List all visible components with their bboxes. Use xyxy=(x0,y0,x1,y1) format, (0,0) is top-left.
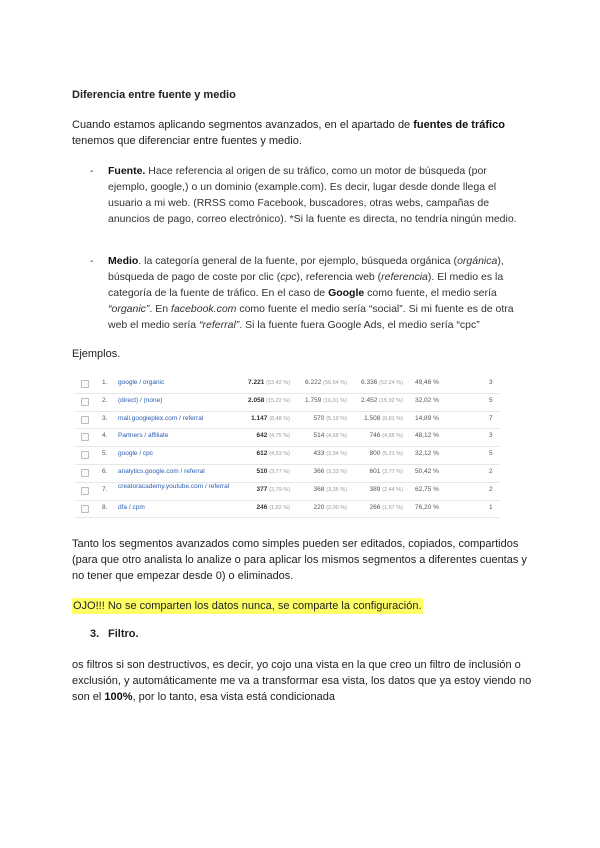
bounce-rate: 62,75 % xyxy=(415,485,439,493)
filters-text-end: , por lo tanto, esa vista está condicionada xyxy=(132,691,335,703)
sessions-value: 2.452 xyxy=(361,396,378,404)
traffic-sources-table xyxy=(75,375,500,518)
filters-paragraph xyxy=(72,657,532,705)
new-users-pct: (56,54 %) xyxy=(323,380,347,386)
sessions-pct: (3,77 %) xyxy=(382,469,403,475)
new-users-value: 368 xyxy=(313,485,325,493)
users-value: 7.221 xyxy=(248,379,265,386)
source-medium-link[interactable]: (direct) / (none) xyxy=(118,396,163,404)
sessions-pct: (5,21 %) xyxy=(382,451,403,458)
new-users-value: 6.222 xyxy=(305,379,322,386)
bounce-rate: 14,89 % xyxy=(415,414,439,422)
table-row xyxy=(75,375,500,394)
row-number: 7. xyxy=(102,485,108,493)
new-users-pct: (2,00 %) xyxy=(326,504,347,511)
table-row xyxy=(75,411,500,430)
new-users-value: 1.759 xyxy=(305,396,322,404)
users-pct: (2,79 %) xyxy=(269,486,290,493)
sessions-pct: (52,24 %) xyxy=(379,380,403,386)
sessions-value: 266 xyxy=(369,503,381,511)
sessions-pct: (2,44 %) xyxy=(382,486,403,493)
bounce-rate: 48,12 % xyxy=(415,432,439,440)
users-pct: (1,82 %) xyxy=(269,504,290,511)
section-number: 3. xyxy=(90,628,100,640)
row-checkbox[interactable] xyxy=(81,487,89,495)
source-medium-link[interactable]: google / organic xyxy=(118,379,165,386)
row-number: 8. xyxy=(102,503,108,511)
filters-text: os filtros si son destructivos, es decir, yo cojo una vista en la que creo un filtro de inclusión o exclusión, y automáticamente me va a transformar esa vista, los datos que ya estoy viendo no son el xyxy=(72,659,532,703)
users-pct: (53,42 %) xyxy=(266,380,290,386)
sessions-pct: (4,85 %) xyxy=(382,433,403,440)
source-medium-link[interactable]: creatoracademy.youtube.com / referral xyxy=(118,482,230,490)
source-medium-link[interactable]: mall.googleplex.com / referral xyxy=(118,414,204,422)
source-medium-link[interactable]: analytics.google.com / referral xyxy=(118,468,205,475)
source-medium-link[interactable]: Partners / affiliate xyxy=(118,432,169,440)
pages-per-session: 2 xyxy=(489,468,493,475)
intro-bold: fuentes de tráfico xyxy=(413,119,505,131)
pages-per-session: 5 xyxy=(489,396,493,404)
source-medium-link[interactable]: google / cpc xyxy=(118,450,154,458)
source-medium-link[interactable]: dfa / cpm xyxy=(118,503,145,511)
users-pct: (4,53 %) xyxy=(269,451,290,458)
sessions-value: 800 xyxy=(369,450,381,458)
table-row xyxy=(75,464,500,483)
row-number: 1. xyxy=(102,379,108,386)
def-text: ), búsqueda de pago de coste por clic ( xyxy=(108,255,504,283)
new-users-pct: (3,94 %) xyxy=(326,451,347,458)
sessions-pct: (9,81 %) xyxy=(382,415,403,422)
users-pct: (15,22 %) xyxy=(266,397,290,404)
pages-per-session: 7 xyxy=(489,414,493,422)
table-row xyxy=(75,428,500,447)
def-text: . Si la fuente fuera Google Ads, el medio sería “cpc” xyxy=(239,319,480,331)
users-value: 642 xyxy=(256,432,268,440)
row-number: 6. xyxy=(102,468,108,475)
def-italic: facebook.com xyxy=(171,303,237,315)
new-users-pct: (3,33 %) xyxy=(326,469,347,475)
row-number: 3. xyxy=(102,414,108,422)
segments-paragraph: Tanto los segmentos avanzados como simples pueden ser editados, copiados, compartidos (para que otro analista lo analize o para aplicar los mismos segmentos a diferentes cuentas y no tener que empezar desde 0) o eliminados. xyxy=(72,538,527,582)
pages-per-session: 2 xyxy=(489,485,493,493)
new-users-pct: (3,35 %) xyxy=(326,486,347,493)
row-checkbox[interactable] xyxy=(81,451,89,459)
users-value: 612 xyxy=(256,450,268,458)
new-users-value: 433 xyxy=(313,450,325,458)
bounce-rate: 76,20 % xyxy=(415,503,439,511)
row-checkbox[interactable] xyxy=(81,505,89,513)
sessions-value: 6.336 xyxy=(361,379,378,386)
list-bullet: - xyxy=(90,255,94,267)
sessions-pct: (15,92 %) xyxy=(379,397,403,404)
highlighted-warning: OJO!!! No se comparten los datos nunca, se comparte la configuración. xyxy=(73,600,422,612)
def-text: . En xyxy=(149,303,172,315)
intro-paragraph xyxy=(72,117,532,149)
pages-per-session: 3 xyxy=(489,432,493,440)
table-row xyxy=(75,500,500,518)
bounce-rate: 49,46 % xyxy=(415,379,439,386)
row-number: 4. xyxy=(102,432,108,440)
row-number: 2. xyxy=(102,396,108,404)
users-pct: (8,48 %) xyxy=(269,415,290,422)
sessions-value: 601 xyxy=(369,468,381,475)
new-users-value: 514 xyxy=(313,432,325,440)
pages-per-session: 5 xyxy=(489,450,493,458)
users-pct: (3,77 %) xyxy=(269,469,290,475)
term-fuente: Fuente. xyxy=(108,165,146,177)
def-italic: cpc xyxy=(280,271,297,283)
intro-text-end: tenemos que diferenciar entre fuentes y medio. xyxy=(72,135,302,147)
def-italic: “organic” xyxy=(108,303,150,315)
def-italic: “referral” xyxy=(199,319,240,331)
users-pct: (4,75 %) xyxy=(269,433,290,440)
row-checkbox[interactable] xyxy=(81,433,89,441)
section-heading: Diferencia entre fuente y medio xyxy=(72,89,236,101)
def-italic: referencia xyxy=(381,271,428,283)
new-users-value: 366 xyxy=(313,468,325,475)
sessions-value: 1.508 xyxy=(364,414,381,422)
bounce-rate: 32,02 % xyxy=(415,396,439,404)
row-checkbox[interactable] xyxy=(81,380,89,388)
new-users-pct: (16,01 %) xyxy=(323,397,347,404)
row-number: 5. xyxy=(102,450,108,458)
row-checkbox[interactable] xyxy=(81,416,89,424)
section-3-heading xyxy=(90,628,139,640)
new-users-value: 570 xyxy=(313,414,325,422)
list-bullet: - xyxy=(90,165,94,177)
row-checkbox[interactable] xyxy=(81,398,89,406)
row-checkbox[interactable] xyxy=(81,469,89,477)
sessions-pct: (1,57 %) xyxy=(382,504,403,511)
term-medio: Medio xyxy=(108,255,139,267)
intro-text: Cuando estamos aplicando segmentos avanzados, en el apartado de xyxy=(72,119,414,131)
new-users-pct: (4,68 %) xyxy=(326,433,347,440)
def-text: como fuente el medio sería “social”. Si mi fuente es de otra web el medio sería xyxy=(108,303,514,331)
table-row xyxy=(75,446,500,465)
users-value: 2.058 xyxy=(248,396,265,404)
users-value: 246 xyxy=(256,503,268,511)
definition-fuente: Hace referencia al origen de su tráfico, como un motor de búsqueda (por ejemplo, google,) o un dominio (example.com). Es decir, lugar desde donde llega el usuario a mi web. (RRSS como Facebook, buscadores, otras webs, campañas de anuncios de pago, correo electrónico). *Si la fuente es directa, no tendría ningún medio. xyxy=(108,165,517,225)
def-italic: orgánica xyxy=(457,255,498,267)
users-value: 1.147 xyxy=(251,414,268,422)
users-value: 510 xyxy=(256,468,268,475)
def-text: ), referencia web ( xyxy=(296,271,382,283)
table-row xyxy=(75,393,500,412)
section-title: Filtro. xyxy=(108,628,139,640)
sessions-value: 389 xyxy=(369,485,381,493)
def-text: como fuente, el medio sería xyxy=(364,287,497,299)
filters-bold: 100% xyxy=(104,691,133,703)
pages-per-session: 3 xyxy=(489,379,493,386)
bounce-rate: 32,12 % xyxy=(415,450,439,458)
examples-label: Ejemplos. xyxy=(72,348,121,360)
bounce-rate: 50,42 % xyxy=(415,468,439,475)
new-users-pct: (5,19 %) xyxy=(326,415,347,422)
def-text: ). El medio es la categoría de la fuente de tráfico. En el caso de xyxy=(108,271,504,299)
pages-per-session: 1 xyxy=(489,503,493,511)
new-users-value: 220 xyxy=(313,503,325,511)
def-bold: Google xyxy=(328,287,365,299)
users-value: 377 xyxy=(256,485,268,493)
def-text: . la categoría general de la fuente, por ejemplo, búsqueda orgánica ( xyxy=(138,255,458,267)
table-row xyxy=(75,482,500,501)
sessions-value: 746 xyxy=(369,432,381,440)
